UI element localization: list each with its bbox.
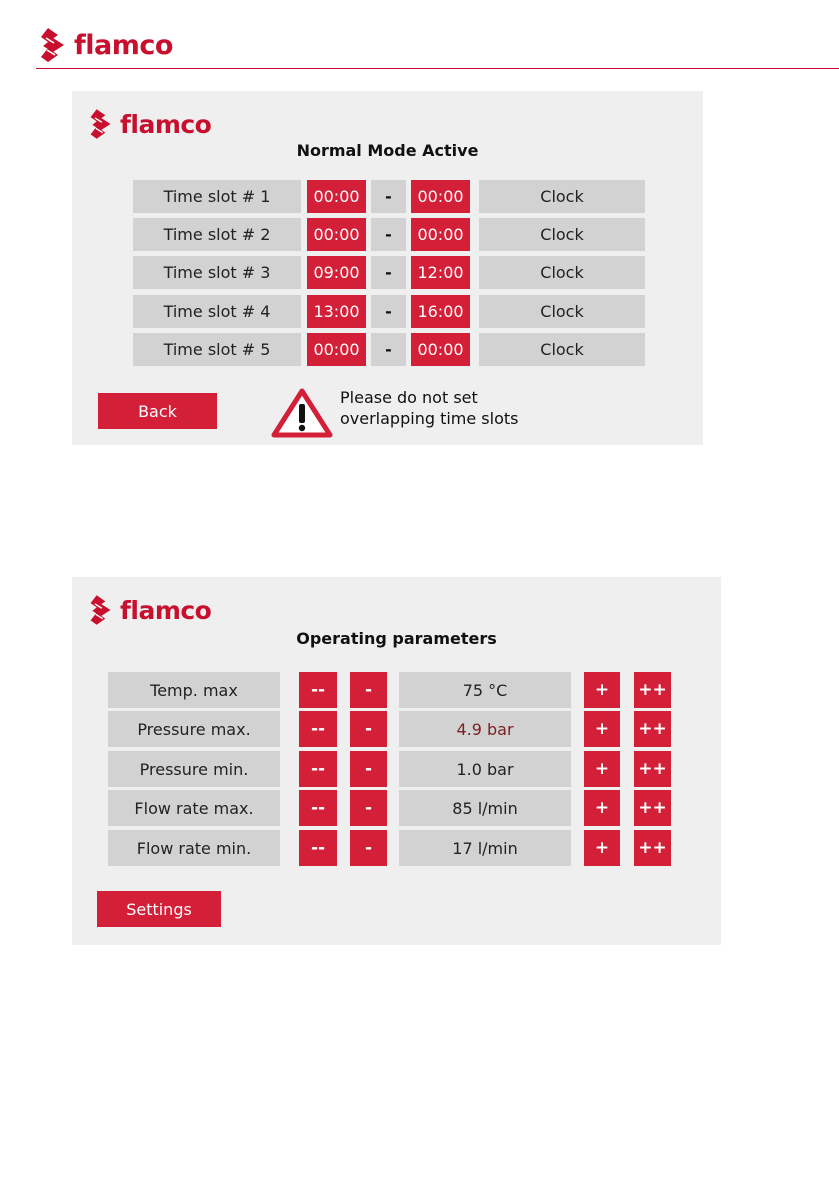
start-time-field[interactable]: 00:00 (307, 218, 366, 251)
parameter-value: 85 l/min (399, 790, 571, 826)
increase-large-button[interactable]: ++ (634, 711, 671, 747)
start-time-field[interactable]: 00:00 (307, 180, 366, 213)
parameter-value: 4.9 bar (399, 711, 571, 747)
operating-parameters-screen (72, 577, 721, 945)
increase-large-button[interactable]: ++ (634, 790, 671, 826)
clock-button[interactable]: Clock (479, 180, 645, 213)
start-time-field[interactable]: 13:00 (307, 295, 366, 328)
overlap-warning (270, 387, 518, 439)
warning-icon (270, 387, 334, 439)
brand-name: flamco (74, 29, 173, 61)
end-time-field[interactable]: 00:00 (411, 218, 470, 251)
warning-text-line1: Please do not set (340, 388, 478, 407)
parameter-value: 75 °C (399, 672, 571, 708)
increase-large-button[interactable]: ++ (634, 672, 671, 708)
time-slot-label: Time slot # 3 (133, 256, 301, 289)
decrease-large-button[interactable]: -- (299, 790, 337, 826)
start-time-field[interactable]: 00:00 (307, 333, 366, 366)
decrease-button[interactable]: - (350, 790, 387, 826)
time-slot-label: Time slot # 4 (133, 295, 301, 328)
decrease-large-button[interactable]: -- (299, 830, 337, 866)
increase-button[interactable]: + (584, 751, 620, 787)
time-slot-screen (72, 91, 703, 445)
clock-button[interactable]: Clock (479, 333, 645, 366)
time-slot-label: Time slot # 5 (133, 333, 301, 366)
panel-logo (88, 593, 211, 627)
flamco-logo-icon (88, 593, 114, 627)
increase-button[interactable]: + (584, 790, 620, 826)
screen-title: Operating parameters (296, 629, 497, 648)
clock-button[interactable]: Clock (479, 295, 645, 328)
end-time-field[interactable]: 12:00 (411, 256, 470, 289)
brand-name: flamco (120, 595, 212, 625)
parameter-label: Pressure min. (108, 751, 280, 787)
end-time-field[interactable]: 00:00 (411, 333, 470, 366)
increase-large-button[interactable]: ++ (634, 751, 671, 787)
screen-title: Normal Mode Active (296, 141, 479, 160)
flamco-logo-icon (38, 26, 68, 64)
end-time-field[interactable]: 00:00 (411, 180, 470, 213)
flamco-logo-icon (88, 107, 114, 141)
decrease-large-button[interactable]: -- (299, 711, 337, 747)
document-header (36, 24, 839, 69)
brand-name: flamco (120, 109, 212, 139)
parameter-value: 17 l/min (399, 830, 571, 866)
parameter-label: Pressure max. (108, 711, 280, 747)
clock-button[interactable]: Clock (479, 256, 645, 289)
separator: - (371, 180, 406, 213)
decrease-button[interactable]: - (350, 711, 387, 747)
end-time-field[interactable]: 16:00 (411, 295, 470, 328)
separator: - (371, 295, 406, 328)
parameter-label: Flow rate max. (108, 790, 280, 826)
increase-button[interactable]: + (584, 830, 620, 866)
separator: - (371, 256, 406, 289)
increase-button[interactable]: + (584, 711, 620, 747)
back-button[interactable]: Back (98, 393, 217, 429)
settings-button[interactable]: Settings (97, 891, 221, 927)
parameter-value: 1.0 bar (399, 751, 571, 787)
parameter-label: Temp. max (108, 672, 280, 708)
separator: - (371, 333, 406, 366)
panel-logo (88, 107, 211, 141)
decrease-button[interactable]: - (350, 751, 387, 787)
time-slot-label: Time slot # 1 (133, 180, 301, 213)
warning-text-line2: overlapping time slots (340, 409, 519, 428)
decrease-button[interactable]: - (350, 672, 387, 708)
parameter-label: Flow rate min. (108, 830, 280, 866)
increase-large-button[interactable]: ++ (634, 830, 671, 866)
decrease-large-button[interactable]: -- (299, 751, 337, 787)
start-time-field[interactable]: 09:00 (307, 256, 366, 289)
decrease-button[interactable]: - (350, 830, 387, 866)
decrease-large-button[interactable]: -- (299, 672, 337, 708)
time-slot-label: Time slot # 2 (133, 218, 301, 251)
brand-logo (38, 26, 173, 64)
clock-button[interactable]: Clock (479, 218, 645, 251)
separator: - (371, 218, 406, 251)
increase-button[interactable]: + (584, 672, 620, 708)
